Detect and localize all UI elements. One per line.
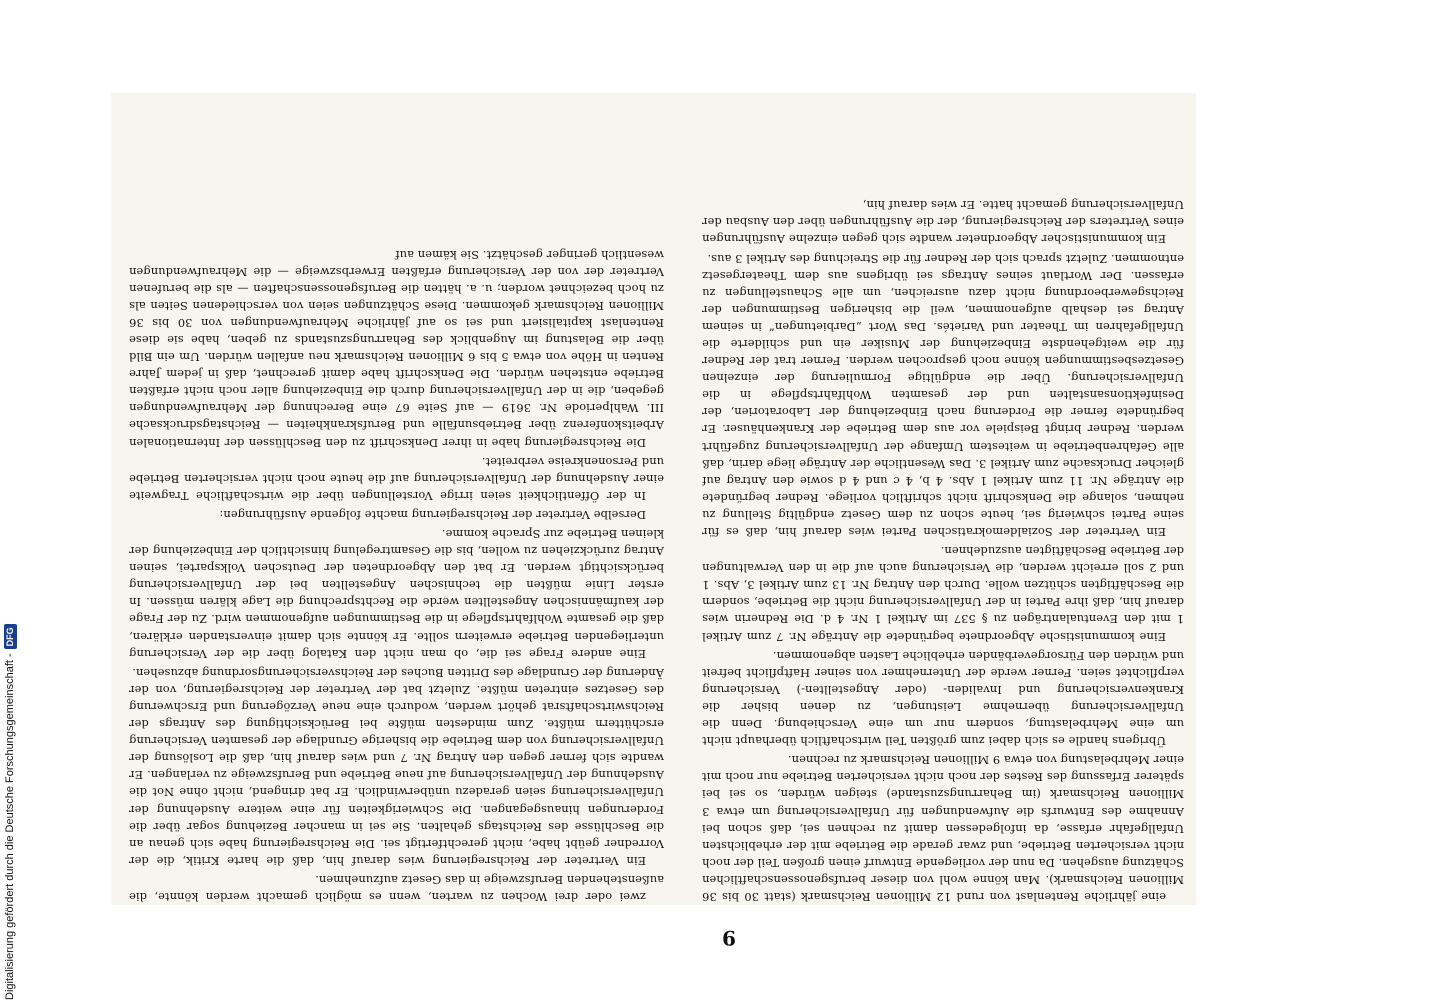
paragraph: Die Reichsregierung habe in ihrer Denkschrift zu den Beschlüssen der Internationalen Arbeitskonferenz über Betriebsunfälle und Berufskrankheiten — Reichstagsdrucksache III. Wahlperiode Nr. 3619 — auf Seite 67 eine Berechnung der Mehraufwendungen gegeben, die in der Unfallversicherung durch die Einbeziehung aller noch nicht erfaßten Betriebe entstehen würden. Die Denkschrift habe damit gerechnet, daß in jedem Jahre Renten in Höhe von etwa 5 bis 6 Millionen Reichsmark neu anfallen würden. Um ein Bild über die Belastung im Augenblick des Beharrungszustands zu geben, habe sie diese Rentenlast kapitalisiert und sei so auf jährliche Mehraufwendungen von 30 bis 36 Millionen Reichsmark gekommen. Diese Schätzungen seien von verschiedenen Seiten als zu hoch bezeichnet worden; u. a. hätten die Berufsgenossenschaften — als die berufenen Vertreter der von der Versicherung erfaßten Erwerbszweige — die Mehraufwendungen wesentlich geringer geschätzt. Sie kämen auf (129, 247, 664, 450)
paragraph: zwei oder drei Wochen zu warten, wenn es möglich gemacht werden könnte, die außenstehenden Berufszweige in das Gesetz aufzunehmen. (129, 872, 664, 904)
dfg-logo-icon: DFG (4, 624, 17, 649)
digitization-credit (2, 624, 18, 1000)
paragraph: In der Öffentlichkeit seien irrige Vorstellungen über die wirtschaftliche Tragweite einer Ausdehnung der Unfallversicherung auf die heute noch nicht versicherten Betriebe und Personenkreise verbreitet. (129, 454, 664, 503)
paragraph: eine jährliche Rentenlast von rund 12 Millionen Reichsmark (statt 30 bis 36 Millionen Reichsmark). Man könne wohl von dieser berufsgenossenschaftlichen Schätzung ausgehen. Da nun der vorliegende Entwurf einen großen Teil der noch nicht versicherten Betriebe, und zwar gerade die Betriebe mit der erheblichsten Unfallgefahr erfasse, da infolgedessen damit zu rechnen sei, daß schon bei Annahme des Entwurfs die Aufwendungen für Unfallversicherung um etwa 3 Millionen Reichsmark (im Beharrungszustande) steigen würden, so sei bei späterer Erfassung des Restes der noch nicht versicherten Betriebe nur noch mit einer Mehrbelastung von etwa 9 Millionen Reichsmark zu rechnen. (702, 753, 1184, 904)
paragraph: Eine andere Frage sei die, ob man nicht den Katalog über die der Versicherung unterliegenden Betriebe erweitern sollte. Er könnte sich damit einverstanden erklären, daß die gesamte Wohlfahrtspflege in die Bestimmungen aufgenommen wird. Zu der Frage der kaufmännischen Angestellten werde die Rechtsprechung die Lage klären müssen. In erster Linie müßten die technischen Angestellten bei der Unfallversicherung berücksichtigt werden. Er bat den Abgeordneten der Deutschen Volkspartei, seinen Antrag zurückziehen zu wollen, bis die Gesamtregelung hinsichtlich der Einbeziehung der kleinen Betriebe zur Sprache komme. (129, 527, 664, 661)
paragraph: Ein kommunistischer Abgeordneter wandte sich gegen einzelne Ausführungen eines Vertreters der Reichsregierung, der die Ausführungen über den Ausbau der Unfallversicherung gemacht hatte. Er wies darauf hin, (702, 198, 1184, 247)
paragraph: Ein Vertreter der Reichsregierung wies darauf hin, daß die harte Kritik, die der Vorredner geübt habe, nicht gerechtfertigt sei. Die Reichsregierung habe sich genau an die Beschlüsse des Reichstags gehalten. Sie sei in mancher Beziehung sogar über die Forderungen hinausgegangen. Die Schwierigkeiten für eine weitere Ausdehnung der Unfallversicherung seien geradezu unüberwindlich. Er bat dringend, nicht ohne Not die Ausdehnung der Unfallversicherung auf neue Betriebe und Berufszweige zu verlangen. Er wandte sich ferner gegen den Antrag Nr. 7 und wies darauf hin, daß die Loslösung der Unfallversicherung von dem Betriebe die bisherige Grundlage der gesamten Versicherung erschüttern müßte. Zum mindesten müßte bei Berücksichtigung des Antrags der Reichswirtschaftsrat gehört werden, wodurch eine neue Verzögerung und Erschwerung des Gesetzes eintreten müßte. Zuletzt bat der Vertreter der Reichsregierung, von der Änderung der Grundlage des Dritten Buches der Reichsversicherungsordnung abzusehen. (129, 665, 664, 868)
page-number: 9 (722, 926, 736, 950)
credit-text: Digitalisierung gefördert durch die Deutsche Forschungsgemeinschaft - (4, 653, 16, 1000)
paragraph: Übrigens handle es sich dabei zum größten Teil wirtschaftlich überhaupt nicht um eine Mehrbelastung, sondern nur um eine Verschiebung. Denn die Unfallversicherung übernehme Leistungen, zu denen bisher die Krankenversicherung und Invaliden- (oder Angestellten-) Versicherung verpflichtet seien. Ferner werde der Unternehmer von seiner Haftpflicht befreit und würden den Fürsorgeverbänden erhebliche Lasten abgenommen. (702, 648, 1184, 749)
paragraph: Ein Vertreter der Sozialdemokratischen Partei wies darauf hin, daß es für seine Partei schwierig sei, heute schon zu dem Gesetz endgültig Stellung zu nehmen, solange die Denkschrift nicht schriftlich vorliege. Redner begründete die Anträge Nr. 11 zum Artikel 1 Abs. 4 b, 4 c und 4 d sowie den Antrag auf gleicher Drucksache zum Artikel 3. Das Wesentliche der Anträge liege darin, daß alle Gefahrenbetriebe in weitestem Umfange der Unfallversicherung zugeführt werden. Redner bringt Beispiele vor aus dem Betriebe der Krankenhäuser. Er begründete ferner die Forderung nach Einbeziehung der Laboratorien, der Desinfektionsanstalten und der gesamten Wohlfahrtspflege in die Unfallversicherung. Über die endgültige Formulierung der einzelnen Gesetzesbestimmungen könne noch gesprochen werden. Ferner trat der Redner für die weitgehendste Einbeziehung der Musiker ein und schilderte die Unfallgefahren im Theater und Varietés. Das Wort „Darbietungen“ in seinem Antrag sei deshalb aufgenommen, weil die bisherigen Bestimmungen der Reichsgewerbeordnung nicht dazu ausreichen, um alle Schaustellungen zu erfassen. Der Wortlaut seines Antrags sei übrigens aus dem Theatergesetz entnommen. Zuletzt sprach sich der Redner für die Streichung des Artikel 3 aus. (702, 251, 1184, 540)
text-column-right (129, 95, 664, 905)
text-column-left (702, 95, 1184, 905)
paragraph: Derselbe Vertreter der Reichsregierung machte folgende Ausführungen: (219, 507, 646, 522)
paragraph: Eine kommunistische Abgeordnete begründete die Anträge Nr. 7 zum Artikel 1 mit den Eventualanträgen zu § 537 im Artikel 1 Nr. 4 d. Die Rednerin wies darauf hin, daß ihre Partei in der Unfallversicherung nicht die Betriebe, sondern die Beschäftigten schützen wolle. Durch den Antrag Nr. 13 zum Artikel 3, Abs. 1 und 2 soll erreicht werden, die Versicherung auch auf die in den Verwaltungen der Betriebe Beschäftigten auszudehnen. (702, 544, 1184, 644)
